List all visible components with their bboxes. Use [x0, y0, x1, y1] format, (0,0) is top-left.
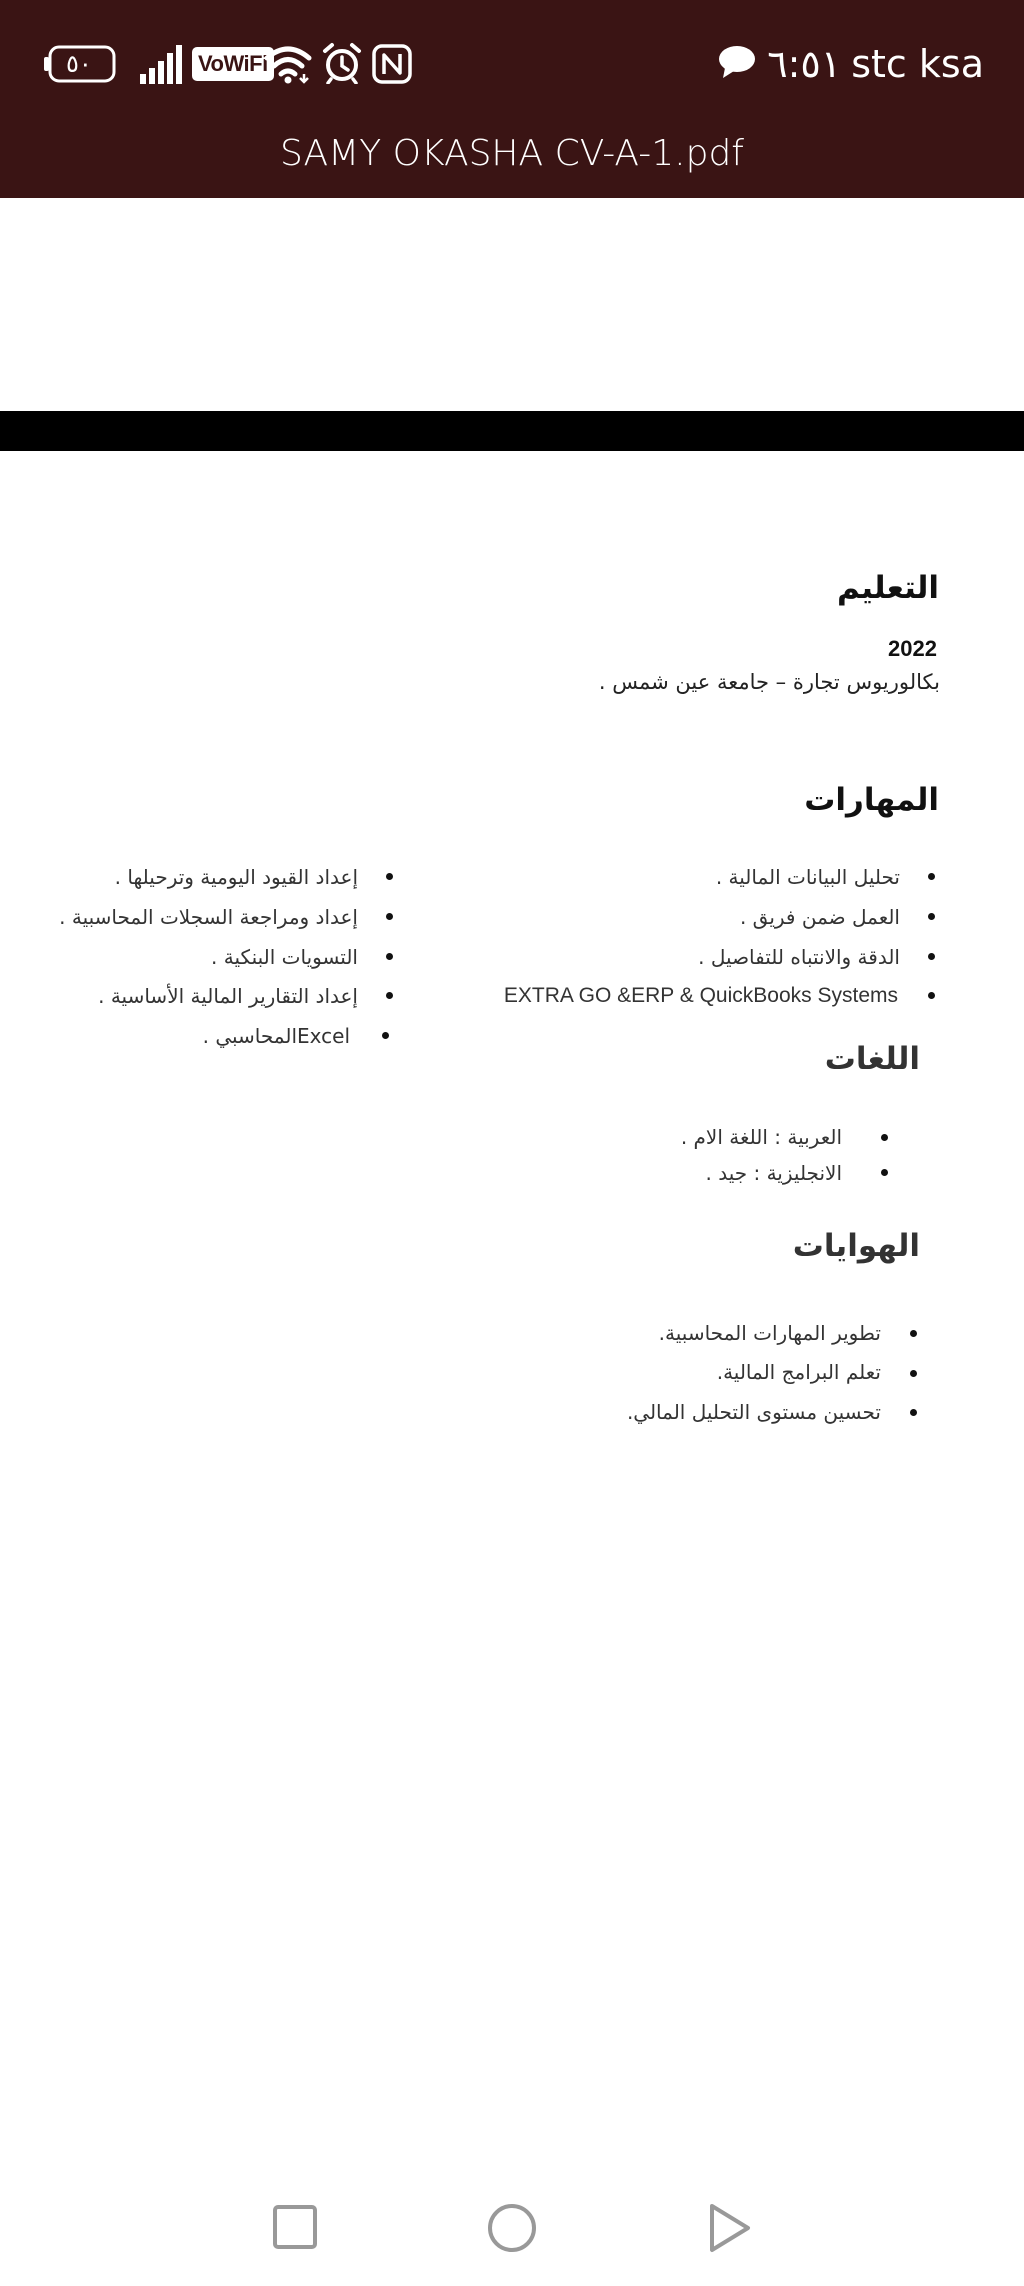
hobby-item: تعلم البرامج المالية.: [716, 1360, 881, 1384]
bullet-dot: [382, 1032, 389, 1039]
bullet-dot: [386, 992, 393, 999]
signal-icon: [140, 44, 184, 88]
recent-apps-icon: [270, 2237, 320, 2256]
navigation-bar: [0, 2180, 1024, 2286]
bullet-dot: [881, 1134, 888, 1141]
document-title: SAMY OKASHA CV-A-1.pdf: [280, 133, 744, 174]
languages-heading: اللغات: [824, 1041, 920, 1077]
nfc-icon: [372, 44, 412, 88]
skills-right-item: تحليل البيانات المالية .: [715, 865, 900, 889]
bullet-dot: [386, 873, 393, 880]
carrier-name: stc ksa: [851, 42, 984, 86]
home-button[interactable]: [486, 2202, 538, 2258]
hobbies-heading: الهوايات: [792, 1228, 920, 1264]
hobby-item: تطوير المهارات المحاسبية.: [658, 1321, 881, 1345]
wifi-icon: [264, 44, 312, 88]
skills-right-item: العمل ضمن فريق .: [739, 905, 900, 929]
bullet-dot: [881, 1169, 888, 1176]
skills-left-item: Excelالمحاسبي .: [202, 1024, 350, 1048]
status-time: ٦:٥١: [767, 42, 842, 86]
bullet-dot: [910, 1370, 917, 1377]
status-right-group: [717, 38, 984, 90]
skills-right-item: الدقة والانتباه للتفاصيل .: [698, 945, 900, 969]
vowifi-badge: VoWiFi: [192, 47, 274, 81]
bullet-dot: [928, 873, 935, 880]
skills-left-item: إعداد التقارير المالية الأساسية .: [98, 984, 358, 1008]
back-icon: [706, 2239, 754, 2258]
recent-apps-button[interactable]: [270, 2202, 320, 2256]
battery-level: ٥٠: [66, 50, 92, 78]
skills-left-item: إعداد القيود اليومية وترحيلها .: [114, 865, 358, 889]
education-degree: بكالوريوس تجارة – جامعة عين شمس .: [598, 670, 940, 694]
bullet-dot: [386, 913, 393, 920]
education-heading: التعليم: [836, 570, 939, 606]
top-bar: [0, 0, 1024, 198]
battery-icon: [44, 44, 118, 88]
bullet-dot: [928, 953, 935, 960]
bullet-dot: [910, 1330, 917, 1337]
education-year: 2022: [888, 636, 937, 661]
bullet-dot: [386, 953, 393, 960]
page-separator: [0, 411, 1024, 451]
skills-right-item: EXTRA GO &ERP & QuickBooks Systems: [503, 984, 898, 1007]
back-button[interactable]: [706, 2202, 754, 2258]
chat-bubble-icon: [717, 44, 757, 84]
skills-heading: المهارات: [804, 782, 939, 818]
hobby-item: تحسين مستوى التحليل المالي.: [626, 1400, 881, 1424]
bullet-dot: [910, 1409, 917, 1416]
skills-left-item: إعداد ومراجعة السجلات المحاسبية .: [59, 905, 358, 929]
alarm-icon: [322, 42, 362, 88]
skills-left-item: التسويات البنكية .: [211, 945, 358, 969]
status-bar: [0, 0, 1024, 128]
home-icon: [486, 2239, 538, 2258]
language-item: العربية : اللغة الام .: [680, 1125, 842, 1149]
bullet-dot: [928, 992, 935, 999]
language-item: الانجليزية : جيد .: [705, 1161, 842, 1185]
bullet-dot: [928, 913, 935, 920]
